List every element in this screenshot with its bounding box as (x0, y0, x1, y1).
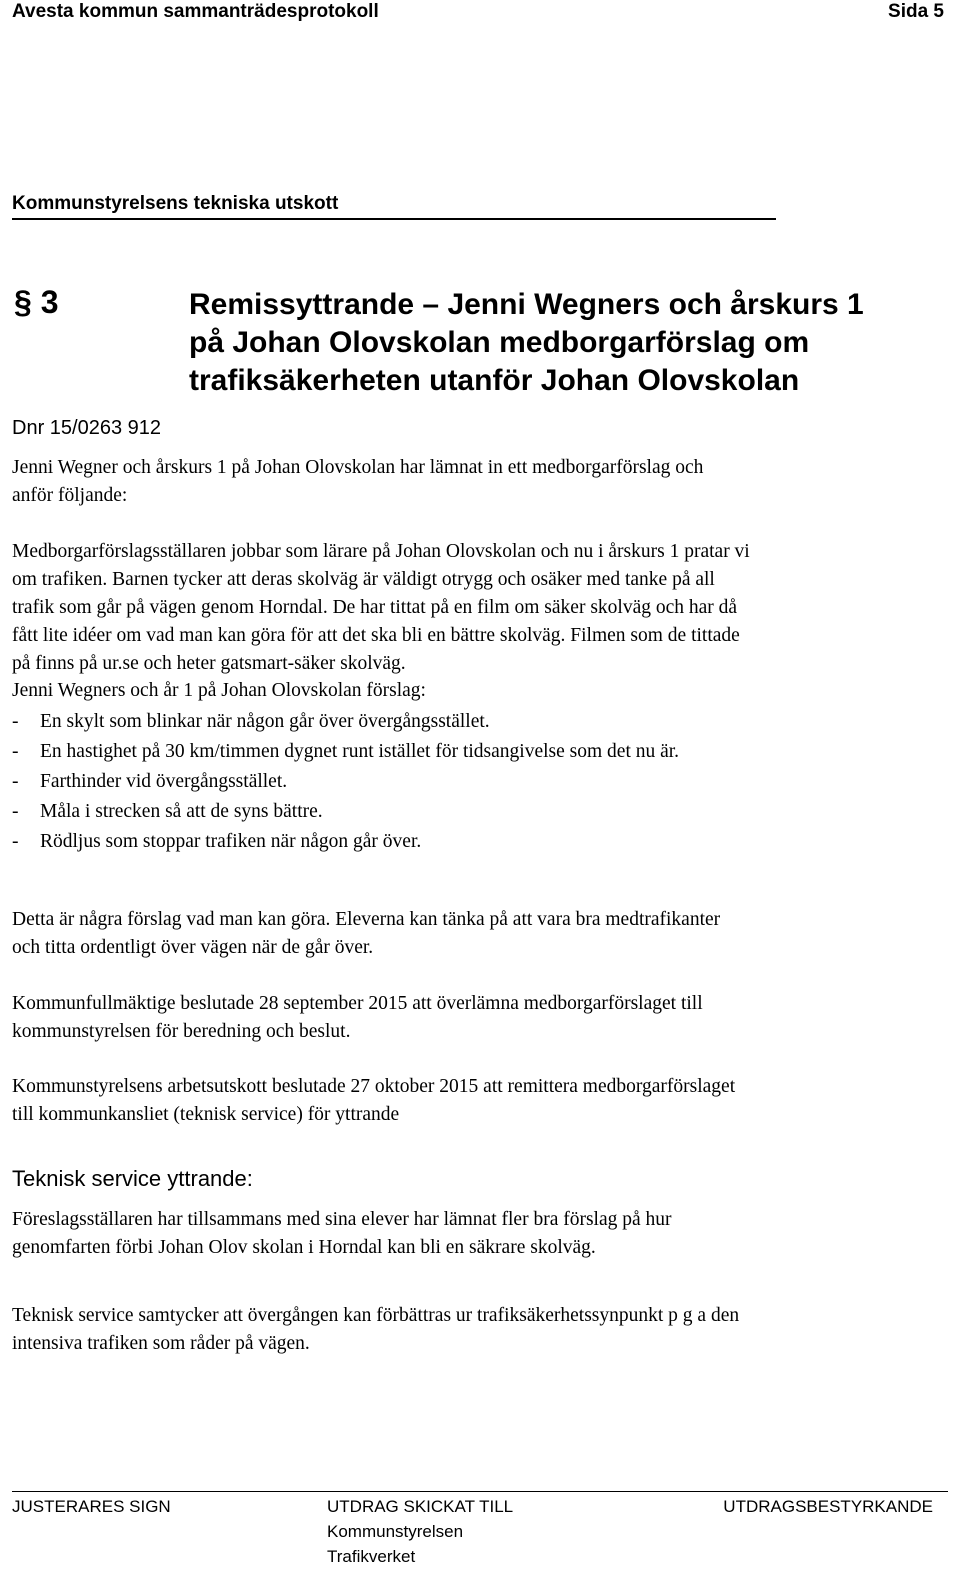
list-item-text: Farthinder vid övergångsstället. (40, 771, 288, 792)
committee-underline (12, 218, 776, 220)
document-header-title: Avesta kommun sammanträdesprotokoll (12, 1, 379, 22)
text-line: trafik som går på vägen genom Horndal. De har tittat på en film om säker skolväg och har då (12, 597, 738, 618)
intro-paragraph (12, 454, 703, 510)
text-line: genomfarten förbi Johan Olov skolan i Horndal kan bli en säkrare skolväg. (12, 1237, 596, 1258)
teknisk-paragraph-2 (12, 1302, 739, 1358)
text-line: om trafiken. Barnen tycker att deras skolväg är väldigt otrygg och osäker med tanke på all (12, 569, 715, 590)
text-line: till kommunkansliet (teknisk service) för yttrande (12, 1104, 400, 1125)
ksau-decision-paragraph (12, 1073, 735, 1129)
footer-utdrag-skickat (327, 1494, 513, 1569)
closing-paragraph (12, 906, 720, 962)
teknisk-paragraph-1 (12, 1206, 672, 1262)
list-dash: - (12, 771, 19, 792)
text-line: Teknisk service samtycker att övergången kan förbättras ur trafiksäkerhetssynpunkt p g a den (12, 1305, 740, 1326)
text-line: Medborgarförslagsställaren jobbar som lärare på Johan Olovskolan och nu i årskurs 1 pratar vi (12, 541, 750, 562)
text-line: fått lite idéer om vad man kan göra för att det ska bli en bättre skolväg. Filmen som de tittade (12, 625, 740, 646)
text-line: Kommunstyrelsens arbetsutskott beslutade 27 oktober 2015 att remittera medborgarförslaget (12, 1076, 736, 1097)
section-title-line: trafiksäkerheten utanför Johan Olovskolan (189, 364, 800, 397)
list-item-text: Måla i strecken så att de syns bättre. (40, 801, 323, 822)
text-line: på finns på ur.se och heter gatsmart-säker skolväg. (12, 653, 406, 674)
list-item-text: En skylt som blinkar när någon går över övergångsstället. (40, 711, 490, 732)
text-line: Detta är några förslag vad man kan göra. Eleverna kan tänka på att vara bra medtrafikanter (12, 909, 721, 930)
footer-utdrag-label: UTDRAG SKICKAT TILL (327, 1497, 514, 1516)
proposal-heading: Jenni Wegners och år 1 på Johan Olovskolan förslag: (12, 680, 426, 701)
footer-divider (12, 1491, 948, 1492)
section-title-line: Remissyttrande – Jenni Wegners och årskurs 1 (189, 288, 864, 321)
description-paragraph (12, 538, 750, 678)
text-line: Föreslagsställaren har tillsammans med sina elever har lämnat fler bra förslag på hur (12, 1209, 672, 1230)
footer-recipient: Trafikverket (327, 1547, 416, 1566)
teknisk-service-heading: Teknisk service yttrande: (12, 1166, 253, 1191)
section-number: § 3 (14, 284, 59, 320)
footer-justerares-sign: JUSTERARES SIGN (12, 1497, 171, 1516)
footer-utdragsbestyrkande: UTDRAGSBESTYRKANDE (723, 1497, 933, 1516)
section-title (189, 286, 864, 400)
list-item-text: Rödljus som stoppar trafiken när någon går över. (40, 831, 422, 852)
kf-decision-paragraph (12, 990, 703, 1046)
section-title-line: på Johan Olovskolan medborgarförslag om (189, 326, 810, 359)
page-number: Sida 5 (888, 1, 944, 22)
text-line: Kommunfullmäktige beslutade 28 september 2015 att överlämna medborgarförslaget till (12, 993, 703, 1014)
list-dash: - (12, 801, 19, 822)
list-dash: - (12, 741, 19, 762)
text-line: Jenni Wegner och årskurs 1 på Johan Olovskolan har lämnat in ett medborgarförslag och (12, 457, 704, 478)
text-line: intensiva trafiken som råder på vägen. (12, 1333, 310, 1354)
text-line: kommunstyrelsen för beredning och beslut. (12, 1021, 351, 1042)
text-line: anför följande: (12, 485, 128, 506)
diary-number: Dnr 15/0263 912 (12, 417, 162, 439)
footer-recipient: Kommunstyrelsen (327, 1522, 464, 1541)
text-line: och titta ordentligt över vägen när de går över. (12, 937, 374, 958)
committee-name: Kommunstyrelsens tekniska utskott (12, 193, 339, 214)
list-item-text: En hastighet på 30 km/timmen dygnet runt istället för tidsangivelse som det nu är. (40, 741, 680, 762)
list-dash: - (12, 831, 19, 852)
list-dash: - (12, 711, 19, 732)
